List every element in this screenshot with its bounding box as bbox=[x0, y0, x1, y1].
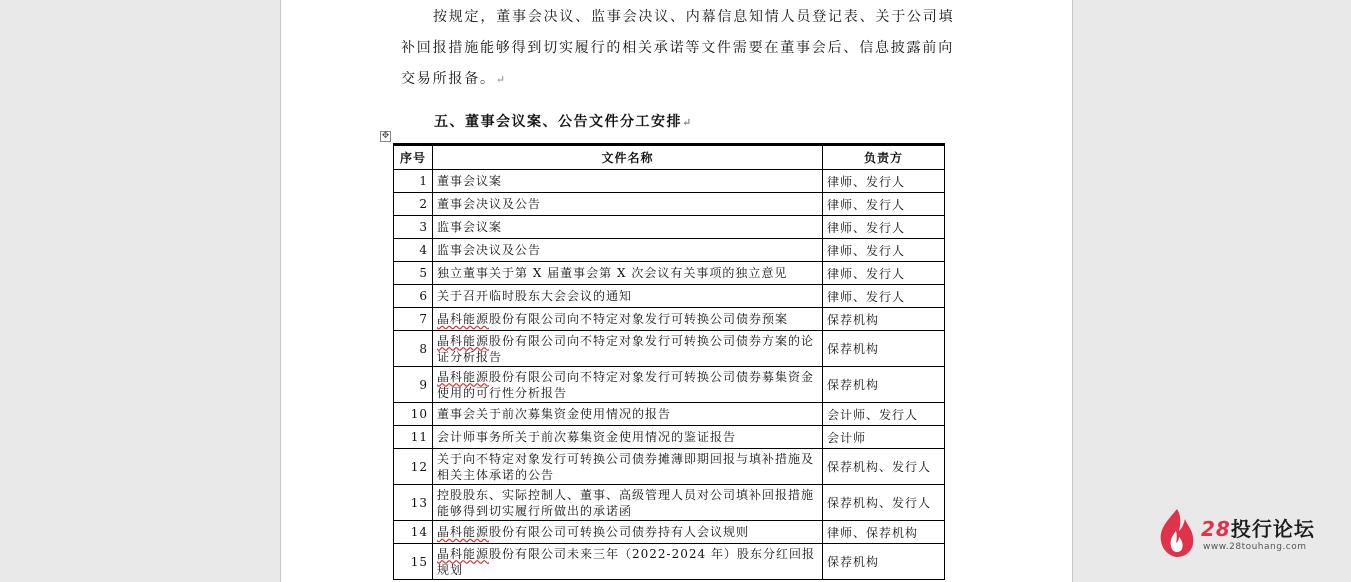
spellcheck-mark: 晶科能源 bbox=[437, 369, 490, 384]
table-row bbox=[394, 521, 945, 544]
table-row bbox=[394, 367, 945, 403]
row-responsible-party: 保荐机构 bbox=[823, 544, 945, 580]
row-number: 5 bbox=[394, 262, 433, 285]
row-document-name: 董事会关于前次募集资金使用情况的报告 bbox=[433, 403, 823, 426]
row-responsible-party: 律师、发行人 bbox=[823, 285, 945, 308]
row-document-name: 控股股东、实际控制人、董事、高级管理人员对公司填补回报措施能够得到切实履行所做出的承诺函 bbox=[433, 485, 823, 521]
row-responsible-party: 律师、发行人 bbox=[823, 216, 945, 239]
assignment-table bbox=[393, 143, 945, 580]
table-row bbox=[394, 262, 945, 285]
row-document-name bbox=[433, 521, 823, 544]
row-number: 2 bbox=[394, 193, 433, 216]
brand-number: 28 bbox=[1201, 517, 1231, 541]
row-responsible-party: 律师、发行人 bbox=[823, 239, 945, 262]
brand-text: 投行论坛 bbox=[1230, 517, 1315, 541]
row-number: 3 bbox=[394, 216, 433, 239]
row-document-name: 会计师事务所关于前次募集资金使用情况的鉴证报告 bbox=[433, 426, 823, 449]
table-move-handle-icon[interactable]: ✥ bbox=[381, 131, 390, 141]
row-document-name bbox=[433, 331, 823, 367]
spellcheck-mark: 晶科能源 bbox=[437, 333, 490, 348]
assignment-table-wrapper bbox=[393, 143, 945, 580]
table-row bbox=[394, 544, 945, 580]
spellcheck-mark: 晶科能源 bbox=[437, 546, 490, 561]
table-row bbox=[394, 331, 945, 367]
header-no: 序号 bbox=[394, 145, 433, 170]
row-number: 11 bbox=[394, 426, 433, 449]
table-row bbox=[394, 403, 945, 426]
table-row bbox=[394, 485, 945, 521]
forum-url: www.28touhang.com bbox=[1203, 542, 1307, 552]
row-number: 10 bbox=[394, 403, 433, 426]
row-document-name bbox=[433, 367, 823, 403]
paragraph-line-1: 按规定，董事会决议、监事会决议、内幕信息知情人员登记表、关于公司填 bbox=[433, 9, 955, 25]
row-number: 8 bbox=[394, 331, 433, 367]
row-document-name: 董事会议案 bbox=[433, 170, 823, 193]
row-number: 14 bbox=[394, 521, 433, 544]
document-page bbox=[280, 0, 1073, 582]
row-responsible-party: 保荐机构 bbox=[823, 367, 945, 403]
table-row bbox=[394, 216, 945, 239]
spellcheck-mark: 晶科能源 bbox=[437, 525, 490, 539]
forum-watermark-logo bbox=[1157, 505, 1337, 563]
row-responsible-party: 律师、发行人 bbox=[823, 262, 945, 285]
row-responsible-party: 会计师、发行人 bbox=[823, 403, 945, 426]
paragraph bbox=[401, 2, 961, 95]
spellcheck-mark: 晶科能源 bbox=[437, 312, 490, 326]
table-body bbox=[394, 170, 945, 580]
row-number: 7 bbox=[394, 308, 433, 331]
row-document-name-rest: 股份有限公司向不特定对象发行可转换公司债券预案 bbox=[489, 312, 789, 326]
paragraph-line-2: 补回报措施能够得到切实履行的相关承诺等文件需要在董事会后、信息披露前向 bbox=[401, 40, 954, 56]
paragraph-mark-icon: ↵ bbox=[682, 116, 692, 129]
flame-logo-icon bbox=[1157, 507, 1197, 559]
section-heading bbox=[434, 108, 691, 137]
header-resp: 负责方 bbox=[823, 145, 945, 170]
table-row bbox=[394, 426, 945, 449]
row-document-name-rest: 股份有限公司未来三年（2022-2024 年）股东分红回报规划 bbox=[437, 546, 815, 577]
row-document-name: 监事会决议及公告 bbox=[433, 239, 823, 262]
row-document-name bbox=[433, 544, 823, 580]
table-row bbox=[394, 285, 945, 308]
table-row bbox=[394, 193, 945, 216]
row-document-name-rest: 股份有限公司可转换公司债券持有人会议规则 bbox=[489, 525, 750, 539]
row-number: 13 bbox=[394, 485, 433, 521]
row-document-name: 关于向不特定对象发行可转换公司债券摊薄即期回报与填补措施及相关主体承诺的公告 bbox=[433, 449, 823, 485]
row-responsible-party: 保荐机构、发行人 bbox=[823, 449, 945, 485]
row-responsible-party: 会计师 bbox=[823, 426, 945, 449]
table-row bbox=[394, 308, 945, 331]
row-responsible-party: 保荐机构 bbox=[823, 308, 945, 331]
row-responsible-party: 律师、发行人 bbox=[823, 170, 945, 193]
row-number: 4 bbox=[394, 239, 433, 262]
row-number: 1 bbox=[394, 170, 433, 193]
row-responsible-party: 保荐机构、发行人 bbox=[823, 485, 945, 521]
row-document-name-rest: 股份有限公司向不特定对象发行可转换公司债券募集资金使用的可行性分析报告 bbox=[437, 369, 815, 400]
header-name: 文件名称 bbox=[433, 145, 823, 170]
row-responsible-party: 保荐机构 bbox=[823, 331, 945, 367]
row-number: 6 bbox=[394, 285, 433, 308]
table-header-row bbox=[394, 145, 945, 170]
row-document-name: 关于召开临时股东大会会议的通知 bbox=[433, 285, 823, 308]
row-number: 15 bbox=[394, 544, 433, 580]
paragraph-mark-icon: ↵ bbox=[495, 73, 506, 86]
row-document-name: 独立董事关于第 X 届董事会第 X 次会议有关事项的独立意见 bbox=[433, 262, 823, 285]
row-number: 9 bbox=[394, 367, 433, 403]
row-responsible-party: 律师、保荐机构 bbox=[823, 521, 945, 544]
row-document-name-rest: 股份有限公司向不特定对象发行可转换公司债券方案的论证分析报告 bbox=[437, 333, 815, 364]
table-row bbox=[394, 170, 945, 193]
paragraph-line-3: 交易所报备。 bbox=[401, 71, 496, 87]
table-row bbox=[394, 449, 945, 485]
row-document-name: 董事会决议及公告 bbox=[433, 193, 823, 216]
row-number: 12 bbox=[394, 449, 433, 485]
section-heading-text: 五、董事会议案、公告文件分工安排 bbox=[434, 114, 682, 130]
table-row bbox=[394, 239, 945, 262]
row-document-name: 监事会议案 bbox=[433, 216, 823, 239]
row-responsible-party: 律师、发行人 bbox=[823, 193, 945, 216]
forum-brand bbox=[1201, 513, 1315, 542]
row-document-name bbox=[433, 308, 823, 331]
